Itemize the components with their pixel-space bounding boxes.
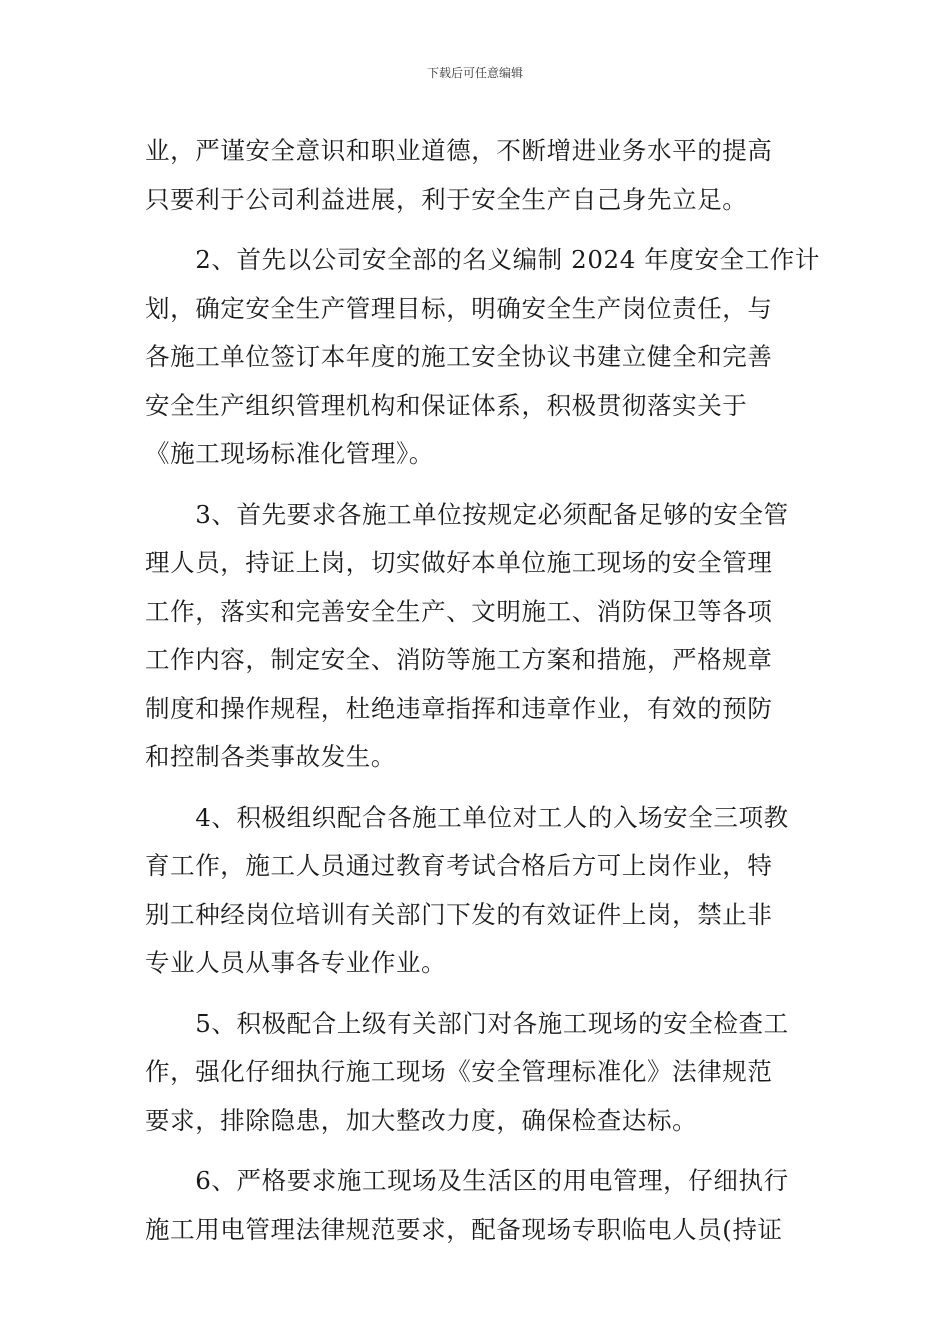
- paragraph-3: [145, 491, 810, 782]
- text-line: 《施工现场标准化管理》。: [145, 439, 434, 468]
- text-line: 6、严格要求施工现场及生活区的用电管理，仔细执行: [145, 1166, 789, 1195]
- text-line: 育工作，施工人员通过教育考试合格后方可上岗作业，特: [145, 851, 773, 880]
- text-line: 别工种经岗位培训有关部门下发的有效证件上岗，禁止非: [145, 899, 773, 929]
- text-line: 5、积极配合上级有关部门对各施工现场的安全检查工: [145, 1008, 789, 1038]
- page-header: 下载后可任意编辑: [426, 66, 523, 80]
- text-line: 2、首先以公司安全部的名义编制 2024 年度安全工作计: [145, 245, 821, 274]
- text-line: 施工用电管理法律规范要求，配备现场专职临电人员(持证: [145, 1214, 783, 1244]
- text-line: 要求，排除隐患，加大整改力度，确保检查达标。: [145, 1105, 698, 1135]
- text-line: 制度和操作规程，杜绝违章指挥和违章作业，有效的预防: [145, 693, 773, 723]
- document-body: [145, 127, 821, 1254]
- text-line: 工作，落实和完善安全生产、文明施工、消防保卫等各项: [145, 596, 773, 626]
- text-line: 业，严谨安全意识和职业道德，不断增进业务水平的提高: [145, 136, 773, 165]
- text-line: 作，强化仔细执行施工现场《安全管理标准化》法律规范: [145, 1057, 773, 1086]
- paragraph-2: [145, 236, 821, 479]
- text-line: 和控制各类事故发生。: [145, 742, 396, 771]
- text-line: 4、积极组织配合各施工单位对工人的入场安全三项教: [145, 802, 789, 832]
- paragraph-6: [145, 1157, 810, 1254]
- text-line: 各施工单位签订本年度的施工安全协议书建立健全和完善: [145, 342, 773, 371]
- text-line: 3、首先要求各施工单位按规定必须配备足够的安全管: [145, 499, 789, 529]
- text-line: 只要利于公司利益进展，利于安全生产自己身先立足。: [145, 184, 748, 214]
- text-line: 划，确定安全生产管理目标，明确安全生产岗位责任，与: [145, 293, 773, 323]
- text-line: 理人员，持证上岗，切实做好本单位施工现场的安全管理: [145, 548, 773, 577]
- paragraph-1: [145, 127, 810, 224]
- text-line: 工作内容，制定安全、消防等施工方案和措施，严格规章: [145, 645, 773, 674]
- paragraph-4: [145, 794, 810, 988]
- text-line: 安全生产组织管理机构和保证体系，积极贯彻落实关于: [145, 390, 748, 420]
- text-line: 专业人员从事各专业作业。: [145, 948, 447, 977]
- paragraph-5: [145, 1000, 810, 1146]
